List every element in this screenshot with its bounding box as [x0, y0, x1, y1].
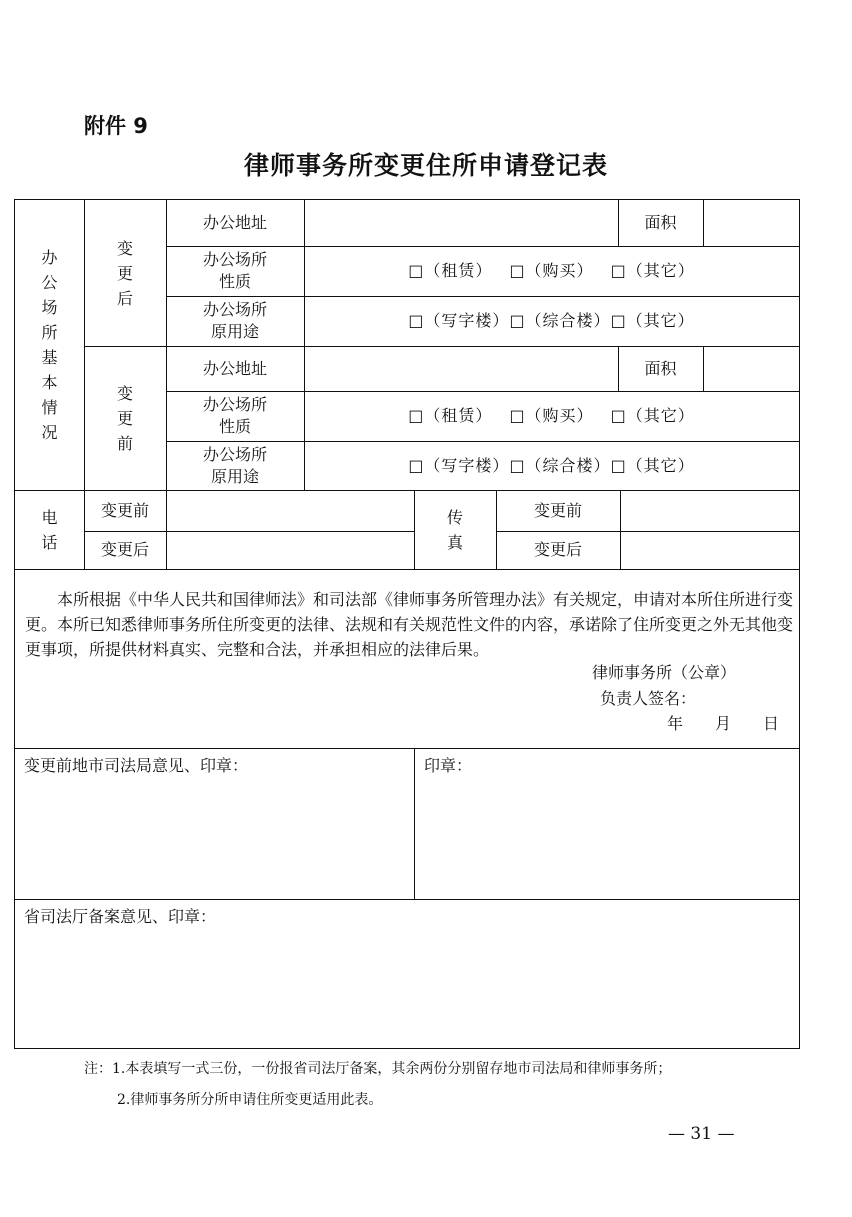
fax-after-field[interactable] [620, 531, 799, 569]
after-area-field[interactable] [703, 200, 799, 246]
phone-after-label: 变更后 [100, 540, 149, 559]
option-mixed-building[interactable]: □（综合楼） [509, 455, 611, 475]
option-mixed-building[interactable]: □（综合楼） [509, 311, 611, 330]
form-title: 律师事务所变更住所申请登记表 [243, 151, 608, 180]
option-office-building[interactable]: □（写字楼） [408, 311, 510, 330]
phone-before-field[interactable] [166, 490, 414, 531]
after-purpose-options[interactable] [304, 296, 799, 346]
fax-after-label: 变更后 [533, 540, 582, 559]
option-other[interactable]: □（其它） [610, 261, 695, 280]
after-change-label: 变更后 [116, 238, 133, 308]
before-change-label: 变更前 [116, 383, 133, 453]
option-other[interactable]: □（其它） [610, 455, 695, 475]
section-label-office-info: 办公场所基本情况 [41, 248, 58, 442]
before-area-field[interactable] [703, 346, 799, 391]
declaration-text: 本所根据《中华人民共和国律师法》和司法部《律师事务所管理办法》有关规定，申请对本所住所进行变更。本所已知悉律师事务所住所变更的法律、法规和有关规范性文件的内容，承诺除了住所变更之外无其他变更事项，所提供材料真实、完整和合法，并承担相应的法律后果。 [25, 590, 794, 659]
option-other[interactable]: □（其它） [610, 406, 695, 425]
bureau-opinion-label: 变更前地市司法局意见、印章： [24, 756, 249, 775]
before-nature-options[interactable] [304, 391, 799, 441]
phone-before-label: 变更前 [100, 500, 149, 520]
after-nature-options[interactable] [304, 246, 799, 296]
phone-after-field[interactable] [166, 531, 414, 569]
option-purchase[interactable]: □（购买） [509, 406, 594, 425]
option-lease[interactable]: □（租赁） [408, 261, 493, 280]
note-2: 2.律师事务所分所申请住所变更适用此表。 [117, 1092, 383, 1108]
option-office-building[interactable]: □（写字楼） [408, 455, 510, 475]
option-other[interactable]: □（其它） [610, 311, 695, 330]
firm-seal-label: 律师事务所（公章） [592, 663, 737, 682]
fax-before-label: 变更前 [533, 500, 582, 520]
after-area-label: 面积 [644, 213, 677, 232]
after-address-label: 办公地址 [202, 213, 267, 232]
before-area-label: 面积 [644, 358, 677, 378]
signature-label: 负责人签名： [600, 689, 697, 708]
bureau-opinion-area[interactable] [15, 780, 414, 899]
seal-area[interactable] [415, 780, 799, 899]
before-address-field[interactable] [304, 346, 618, 391]
page-number: — 31 — [668, 1124, 735, 1144]
date-label: 年 月 日 [667, 714, 780, 733]
before-purpose-options[interactable] [304, 441, 799, 490]
province-opinion-label: 省司法厅备案意见、印章： [24, 907, 217, 926]
province-opinion-area[interactable] [15, 932, 799, 1047]
fax-label: 传真 [446, 507, 463, 552]
before-purpose-label: 办公场所 原用途 [202, 444, 267, 486]
option-purchase[interactable]: □（购买） [509, 261, 594, 280]
seal-label: 印章： [424, 756, 473, 775]
after-address-field[interactable] [304, 200, 618, 246]
form-table [14, 199, 800, 1049]
attachment-label: 附件 9 [84, 114, 148, 138]
before-address-label: 办公地址 [202, 358, 267, 378]
after-purpose-label: 办公场所 原用途 [202, 300, 267, 341]
note-1: 注：1.本表填写一式三份，一份报省司法厅备案，其余两份分别留存地市司法局和律师事务所； [84, 1061, 672, 1077]
fax-before-field[interactable] [620, 490, 799, 531]
phone-label: 电话 [41, 507, 58, 552]
before-nature-label: 办公场所 性质 [202, 395, 267, 436]
option-lease[interactable]: □（租赁） [408, 406, 493, 425]
after-nature-label: 办公场所 性质 [202, 250, 267, 291]
